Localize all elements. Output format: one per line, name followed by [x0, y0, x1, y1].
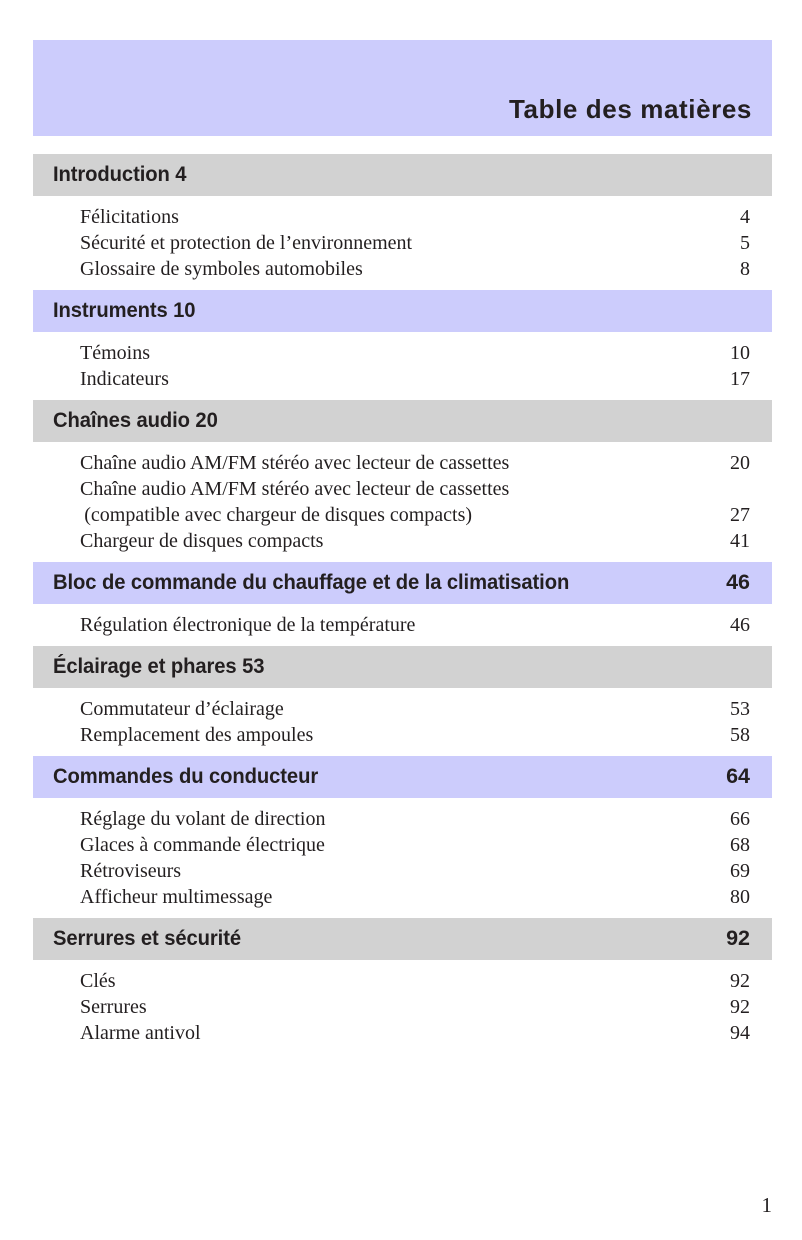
section-header[interactable] [33, 562, 772, 604]
toc-entry-label: Chargeur de disques compacts [80, 530, 324, 552]
toc-entry-label: Félicitations [80, 206, 179, 228]
section-entries [33, 604, 772, 646]
toc-entry-page-number: 66 [730, 808, 750, 830]
toc-entry-label-line2: (compatible avec chargeur de disques compacts) [84, 504, 473, 526]
toc-entry-label: Clés [80, 970, 116, 992]
toc-entry-page-number: 46 [730, 614, 750, 636]
section-page-number: 64 [726, 764, 750, 789]
toc-section [33, 290, 772, 400]
toc-entry-label: Chaîne audio AM/FM stéréo avec lecteur de cassettes [80, 452, 510, 474]
toc-entry-page-number: 20 [730, 452, 750, 474]
section-title: Chaînes audio 20 [53, 408, 218, 433]
section-entries [33, 332, 772, 400]
toc-section [33, 400, 772, 562]
toc-entry-label: Rétroviseurs [80, 860, 182, 882]
toc-entry[interactable] [33, 696, 772, 722]
toc-entry-label: Commutateur d’éclairage [80, 698, 284, 720]
section-title: Bloc de commande du chauffage et de la climatisation [53, 570, 570, 595]
section-title: Instruments 10 [53, 298, 196, 323]
toc-entry-label-line1: Chaîne audio AM/FM stéréo avec lecteur de cassettes [80, 478, 510, 500]
toc-entry-page-number: 92 [730, 970, 750, 992]
toc-entry[interactable] [33, 612, 772, 638]
toc-entry-page-number: 4 [740, 206, 750, 228]
toc-entry-page-number: 41 [730, 530, 750, 552]
section-entries [33, 196, 772, 290]
toc-section [33, 154, 772, 290]
toc-entry[interactable] [33, 884, 772, 910]
toc-entry-label: Sécurité et protection de l’environnement [80, 232, 413, 254]
toc-entry[interactable] [33, 722, 772, 748]
section-entries [33, 688, 772, 756]
toc-entry-page-number: 27 [730, 504, 750, 526]
toc-entry[interactable] [33, 204, 772, 230]
section-title: Serrures et sécurité [53, 926, 241, 951]
section-entries [33, 798, 772, 918]
toc-entry[interactable] [33, 528, 772, 554]
toc-entry-page-number: 69 [730, 860, 750, 882]
toc-section [33, 756, 772, 918]
toc-entry[interactable] [33, 476, 772, 528]
section-entries [33, 960, 772, 1054]
section-header[interactable] [33, 154, 772, 196]
section-title: Commandes du conducteur [53, 764, 319, 789]
toc-entry[interactable] [33, 366, 772, 392]
toc-entry[interactable] [33, 230, 772, 256]
toc-entry[interactable] [33, 806, 772, 832]
toc-entry[interactable] [33, 340, 772, 366]
toc-entry[interactable] [33, 832, 772, 858]
toc-entry[interactable] [33, 256, 772, 282]
page-title: Table des matières [509, 94, 752, 124]
toc-entry-label: Réglage du volant de direction [80, 808, 326, 830]
toc-entry-label [47, 476, 509, 528]
toc-entry[interactable] [33, 450, 772, 476]
toc-entry-label: Glaces à commande électrique [80, 834, 325, 856]
section-page-number: 92 [726, 926, 750, 951]
section-header[interactable] [33, 646, 772, 688]
section-title: Éclairage et phares 53 [53, 654, 265, 679]
toc-entry[interactable] [33, 994, 772, 1020]
toc-entry-label: Indicateurs [80, 368, 169, 390]
toc-entry-label: Témoins [80, 342, 150, 364]
table-of-contents [33, 154, 772, 1054]
toc-entry[interactable] [33, 968, 772, 994]
section-header[interactable] [33, 918, 772, 960]
page-title-band [33, 40, 772, 136]
toc-entry-page-number: 80 [730, 886, 750, 908]
toc-entry-page-number: 5 [740, 232, 750, 254]
section-entries [33, 442, 772, 562]
toc-entry-page-number: 58 [730, 724, 750, 746]
toc-entry-label: Serrures [80, 996, 147, 1018]
section-page-number: 46 [726, 570, 750, 595]
toc-entry-label: Alarme antivol [80, 1022, 201, 1044]
toc-entry-page-number: 10 [730, 342, 750, 364]
toc-entry-page-number: 94 [730, 1022, 750, 1044]
toc-entry-label: Régulation électronique de la température [80, 614, 416, 636]
toc-entry-page-number: 53 [730, 698, 750, 720]
section-header[interactable] [33, 400, 772, 442]
toc-entry-page-number: 17 [730, 368, 750, 390]
toc-entry-label: Remplacement des ampoules [80, 724, 314, 746]
toc-section [33, 918, 772, 1054]
toc-entry-label: Glossaire de symboles automobiles [80, 258, 363, 280]
folio-page-number: 1 [761, 1193, 772, 1217]
section-header[interactable] [33, 290, 772, 332]
toc-entry[interactable] [33, 858, 772, 884]
toc-entry-page-number: 68 [730, 834, 750, 856]
toc-section [33, 562, 772, 646]
toc-section [33, 646, 772, 756]
section-header[interactable] [33, 756, 772, 798]
toc-entry-page-number: 8 [740, 258, 750, 280]
toc-entry-page-number: 92 [730, 996, 750, 1018]
toc-entry-label: Afficheur multimessage [80, 886, 273, 908]
section-title: Introduction 4 [53, 162, 187, 187]
toc-entry[interactable] [33, 1020, 772, 1046]
